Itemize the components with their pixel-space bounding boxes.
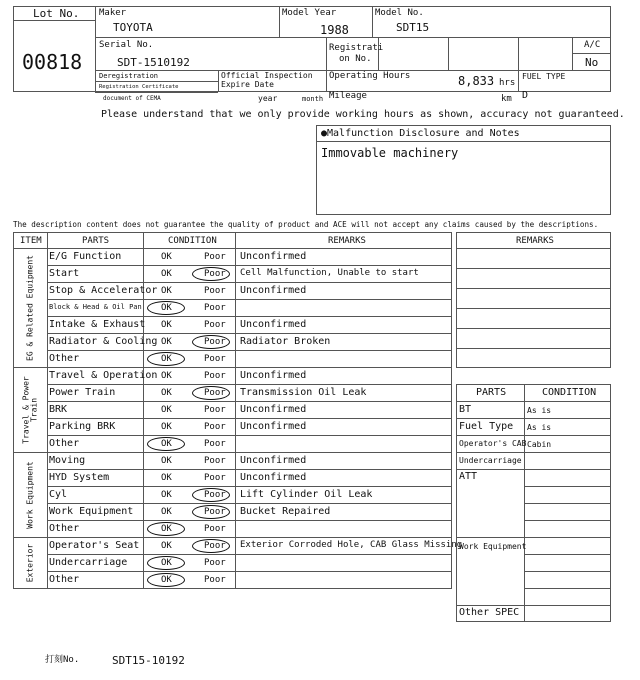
ok-label: OK	[161, 490, 172, 500]
poor-label: Poor	[204, 524, 226, 534]
side-cab-value: Cabin	[527, 440, 552, 449]
ok-label: OK	[161, 439, 172, 449]
ok-label: OK	[161, 422, 172, 432]
side-fuel-value: As is	[527, 423, 552, 432]
poor-label: Poor	[204, 422, 226, 432]
side-bt-value: As is	[527, 406, 552, 415]
ok-label: OK	[161, 354, 172, 364]
side-att-label: ATT	[459, 471, 478, 482]
part-label: Other	[49, 574, 80, 585]
hours-notice: Please understand that we only provide working hours as shown, accuracy not guaranteed.	[101, 109, 625, 120]
ok-label: OK	[161, 473, 172, 483]
item-group-label: Travel & Power Train	[20, 375, 38, 444]
remark-text: Unconfirmed	[240, 319, 307, 330]
remark-text: Radiator Broken	[240, 336, 331, 347]
ok-label: OK	[161, 252, 172, 262]
poor-label: Poor	[204, 456, 226, 466]
part-label: Travel & Operation	[49, 370, 158, 381]
lot-label: Lot No.	[33, 7, 80, 20]
ok-circle-mark	[147, 522, 185, 536]
part-label: Operator's Seat	[49, 540, 140, 551]
header-parts: PARTS	[82, 236, 110, 246]
remark-text: Unconfirmed	[240, 472, 307, 483]
item-group-label: Work Equipment	[24, 460, 34, 529]
km-unit: km	[501, 94, 512, 104]
reg-cert-label: Registration Certificate	[99, 84, 179, 90]
ok-label: OK	[161, 575, 172, 585]
maker-label: Maker	[99, 8, 127, 18]
ok-label: OK	[161, 269, 172, 279]
poor-label: Poor	[204, 405, 226, 415]
inspection-label: Official Inspection	[221, 71, 313, 80]
side-condition-header: CONDITION	[542, 387, 597, 398]
ok-label: OK	[161, 456, 172, 466]
poor-circle-mark	[192, 488, 230, 502]
side-other-spec-label: Other SPEC	[459, 607, 520, 618]
side-remarks-header: REMARKS	[516, 236, 554, 246]
poor-circle-mark	[192, 267, 230, 281]
poor-label: Poor	[204, 558, 226, 568]
poor-label: Poor	[204, 269, 226, 279]
month-label: month	[302, 95, 324, 103]
lot-number: 00818	[22, 50, 83, 74]
ok-circle-mark	[147, 301, 185, 315]
ac-label: A/C	[584, 40, 601, 50]
remark-text: Lift Cylinder Oil Leak	[240, 489, 373, 500]
item-group-label: EG & Related Equipment	[24, 254, 34, 361]
header-condition: CONDITION	[168, 236, 217, 246]
side-bt-label: BT	[459, 404, 472, 415]
ok-label: OK	[161, 541, 172, 551]
fuel-type-value: D	[522, 90, 529, 101]
side-undercarriage-label: Undercarriage	[459, 456, 522, 465]
part-label: HYD System	[49, 472, 110, 483]
ok-label: OK	[161, 320, 172, 330]
poor-label: Poor	[204, 286, 226, 296]
poor-circle-mark	[192, 505, 230, 519]
poor-label: Poor	[204, 541, 226, 551]
item-group-label: Exterior	[24, 543, 34, 582]
maker-value: TOYOTA	[113, 21, 153, 34]
cema-label: document of CEMA	[103, 95, 161, 102]
stamp-label: 打刻No.	[45, 655, 80, 665]
registration-label-2: on No.	[339, 54, 372, 64]
stamp-value: SDT15-10192	[112, 654, 185, 667]
remark-text: Unconfirmed	[240, 370, 307, 381]
poor-label: Poor	[204, 439, 226, 449]
part-label: E/G Function	[49, 251, 122, 262]
poor-label: Poor	[204, 490, 226, 500]
ok-circle-mark	[147, 556, 185, 570]
ok-label: OK	[161, 524, 172, 534]
poor-label: Poor	[204, 337, 226, 347]
malfunction-text: Immovable machinery	[321, 146, 459, 160]
remark-text: Unconfirmed	[240, 251, 307, 262]
poor-label: Poor	[204, 575, 226, 585]
poor-label: Poor	[204, 388, 226, 398]
ok-label: OK	[161, 337, 172, 347]
remark-text: Exterior Corroded Hole, CAB Glass Missing	[240, 540, 463, 550]
part-label: Stop & Accelerator	[49, 285, 158, 296]
part-label: Other	[49, 523, 80, 534]
part-label: Moving	[49, 455, 86, 466]
fuel-type-label: FUEL TYPE	[522, 72, 566, 81]
remark-text: Transmission Oil Leak	[240, 387, 367, 398]
hrs-unit: hrs	[499, 78, 516, 88]
operating-hours-value: 8,833	[458, 74, 495, 88]
model-no-label: Model No.	[375, 8, 424, 18]
remark-text: Unconfirmed	[240, 404, 307, 415]
poor-circle-mark	[192, 539, 230, 553]
ok-label: OK	[161, 388, 172, 398]
model-year-value: 1988	[320, 23, 349, 37]
part-label: Other	[49, 353, 80, 364]
ok-label: OK	[161, 303, 172, 313]
part-label: Power Train	[49, 387, 116, 398]
inspection-label-2: Expire Date	[221, 80, 274, 89]
side-fuel-label: Fuel Type	[459, 421, 514, 432]
remark-text: Unconfirmed	[240, 421, 307, 432]
poor-label: Poor	[204, 303, 226, 313]
year-label: year	[258, 94, 278, 103]
serial-label: Serial No.	[99, 40, 154, 50]
disclaimer: The description content does not guarantee the quality of product and ACE will not accept any claims caused by the descriptions.	[13, 220, 599, 229]
remark-text: Bucket Repaired	[240, 506, 331, 517]
mileage-label: Mileage	[329, 91, 367, 101]
part-label: Radiator & Cooling	[49, 336, 158, 347]
ok-circle-mark	[147, 352, 185, 366]
model-year-label: Model Year	[282, 8, 337, 18]
poor-label: Poor	[204, 354, 226, 364]
side-parts-header: PARTS	[476, 387, 507, 398]
poor-label: Poor	[204, 371, 226, 381]
operating-hours-label: Operating Hours	[329, 71, 411, 81]
remark-text: Cell Malfunction, Unable to start	[240, 268, 419, 278]
poor-label: Poor	[204, 252, 226, 262]
header-item: ITEM	[20, 236, 42, 246]
ok-circle-mark	[147, 573, 185, 587]
deregistration-label: Deregistration	[99, 72, 159, 80]
part-label: Undercarriage	[49, 557, 128, 568]
part-label: BRK	[49, 404, 68, 415]
part-label: Block & Head & Oil Pan	[49, 303, 142, 311]
remark-text: Unconfirmed	[240, 455, 307, 466]
ok-label: OK	[161, 371, 172, 381]
malfunction-title: ●Malfunction Disclosure and Notes	[321, 128, 520, 139]
ok-circle-mark	[147, 437, 185, 451]
ok-label: OK	[161, 405, 172, 415]
poor-label: Poor	[204, 473, 226, 483]
ok-label: OK	[161, 558, 172, 568]
part-label: Other	[49, 438, 80, 449]
part-label: Parking BRK	[49, 421, 116, 432]
poor-label: Poor	[204, 320, 226, 330]
part-label: Start	[49, 268, 80, 279]
remark-text: Unconfirmed	[240, 285, 307, 296]
model-no-value: SDT15	[396, 21, 430, 34]
header-remarks: REMARKS	[328, 236, 366, 246]
part-label: Intake & Exhaust	[49, 319, 146, 330]
serial-value: SDT-1510192	[117, 56, 190, 69]
ok-label: OK	[161, 286, 172, 296]
ac-value: No	[585, 56, 599, 69]
side-work-equipment-label: Work Equipment	[459, 542, 527, 551]
poor-circle-mark	[192, 386, 230, 400]
ok-label: OK	[161, 507, 172, 517]
registration-label: Registrati	[329, 43, 384, 53]
part-label: Work Equipment	[49, 506, 134, 517]
side-cab-label: Operator's CAB	[459, 439, 527, 448]
part-label: Cyl	[49, 489, 68, 500]
poor-circle-mark	[192, 335, 230, 349]
poor-label: Poor	[204, 507, 226, 517]
